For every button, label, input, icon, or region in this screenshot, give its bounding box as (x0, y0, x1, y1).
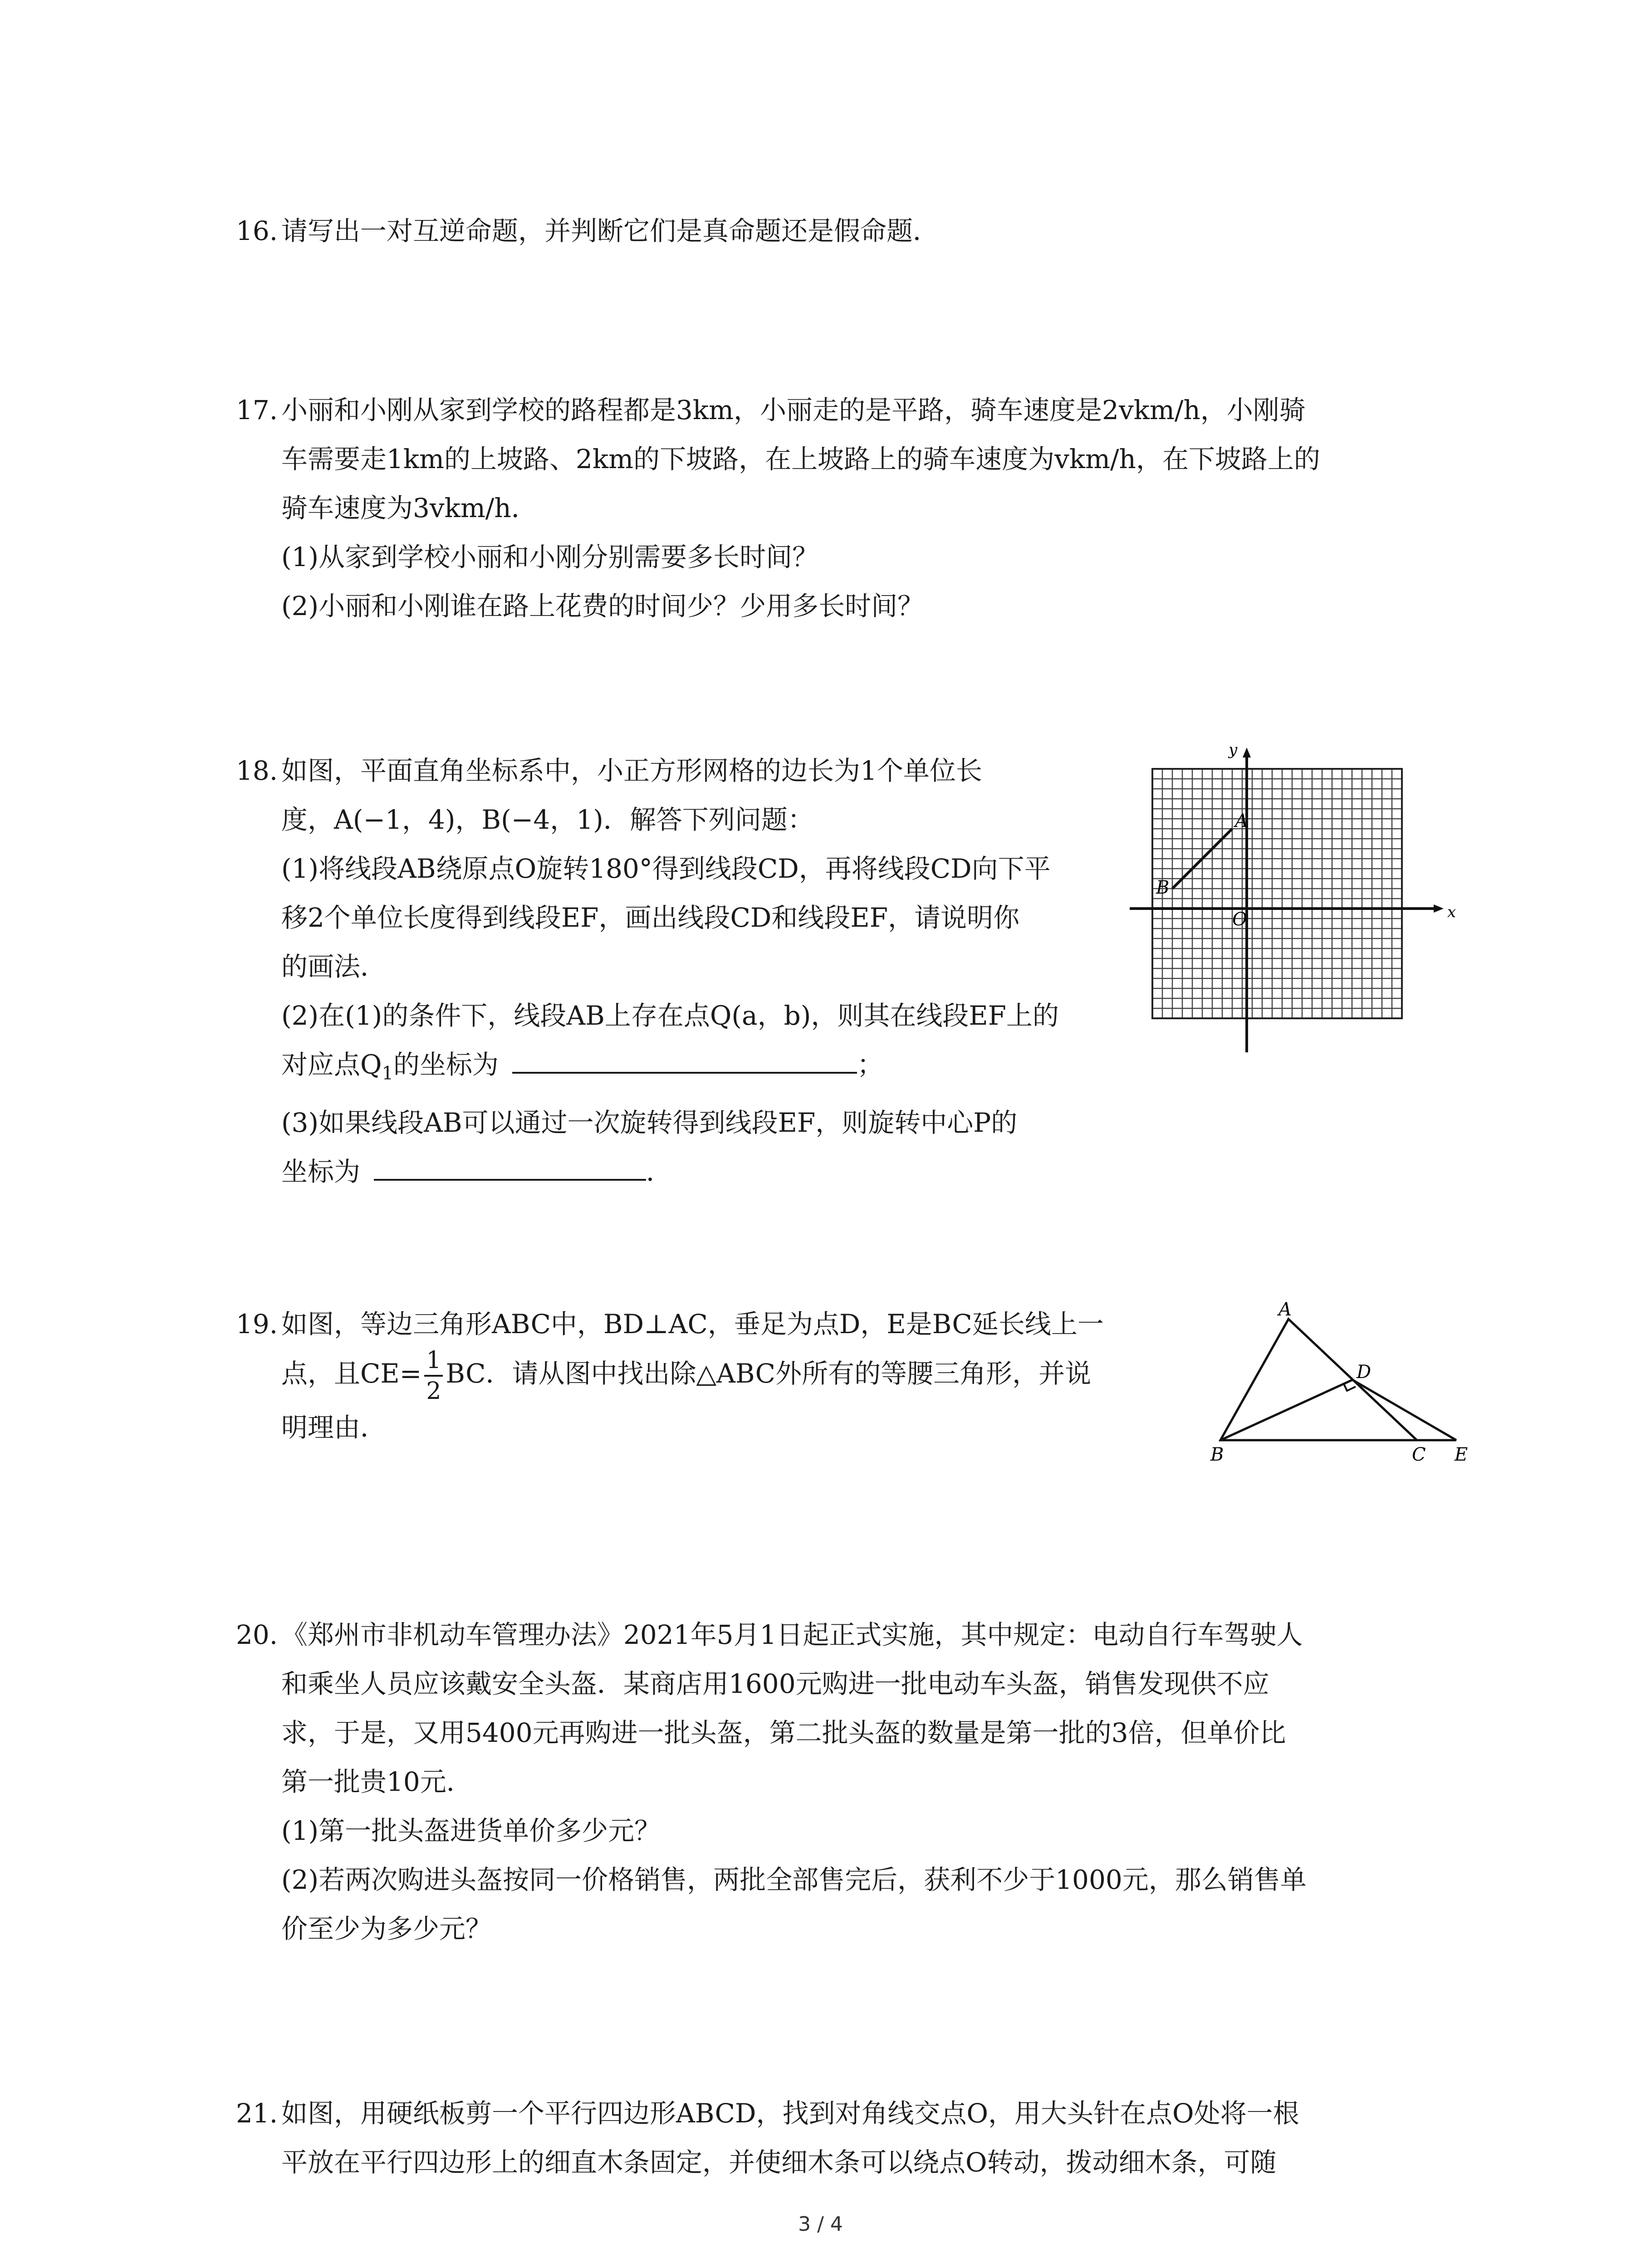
point-label-e: E (1455, 1444, 1468, 1465)
question-18-line (236, 1040, 1059, 1098)
point-label-a: A (1235, 811, 1248, 831)
question-20-part-1: (1)第一批头盔进货单价多少元？ (281, 1815, 661, 1846)
question-text: 点，且CE= (281, 1358, 422, 1389)
triangle-abc (1220, 1319, 1417, 1440)
question-17 (236, 386, 1320, 631)
question-18-part-3: (3)如果线段AB可以通过一次旋转得到线段EF，则旋转中心P的 (281, 1107, 1018, 1138)
question-17-line: 骑车速度为3vkm/h． (281, 493, 538, 523)
question-text: 如图，平面直角坐标系中，小正方形网格的边长为1个单位长 (281, 755, 982, 786)
point-label-c: C (1412, 1444, 1426, 1465)
question-text: 请写出一对互逆命题，并判断它们是真命题还是假命题． (281, 215, 940, 246)
question-text: 坐标为 (281, 1156, 361, 1187)
question-number: 17. (236, 395, 278, 425)
question-19 (236, 1300, 1104, 1452)
fraction-numerator: 1 (424, 1349, 443, 1377)
question-number: 16. (236, 215, 278, 246)
x-axis-arrow (1434, 904, 1444, 913)
question-18-line: 移2个单位长度得到线段EF，画出线段CD和线段EF，请说明你 (281, 902, 1019, 933)
question-text: 小丽和小刚从家到学校的路程都是3km，小丽走的是平路，骑车速度是2vkm/h，小刚骑 (281, 395, 1306, 425)
grid-border (1152, 769, 1402, 1018)
question-text: BC．请从图中找出除△ABC外所有的等腰三角形，并说 (446, 1358, 1092, 1389)
fraction (424, 1349, 443, 1403)
question-number: 18. (236, 755, 278, 786)
y-axis-arrow (1243, 748, 1251, 758)
segment-bd (1220, 1380, 1352, 1440)
question-18-line: 度，A(−1，4)，B(−4，1)．解答下列问题： (281, 804, 814, 835)
question-number: 21. (236, 2098, 278, 2129)
grid-lines (1152, 769, 1402, 1018)
question-21-line: 平放在平行四边形上的细直木条固定，并使细木条可以绕点O转动，拨动细木条，可随 (281, 2147, 1277, 2178)
question-text: 的坐标为 (393, 1049, 499, 1080)
question-17-line (236, 386, 1320, 435)
question-19-line (236, 1300, 1104, 1349)
coordinate-grid-figure (1121, 744, 1474, 1052)
question-19-line: 明理由． (281, 1412, 387, 1443)
point-label-a: A (1279, 1302, 1292, 1320)
question-20-line: 第一批贵10元． (281, 1766, 473, 1797)
question-18-part-1: (1)将线段AB绕原点O旋转180°得到线段CD，再将线段CD向下平 (281, 853, 1051, 884)
question-20-line: 求，于是，又用5400元再购进一批头盔，第二批头盔的数量是第一批的3倍，但单价比 (281, 1717, 1286, 1748)
question-17-line: 车需要走1km的上坡路、2km的下坡路，在上坡路上的骑车速度为vkm/h，在下坡路上的 (281, 444, 1320, 474)
question-20 (236, 1610, 1307, 1953)
point-label-b: B (1210, 1444, 1224, 1465)
question-20-line: 和乘坐人员应该戴安全头盔．某商店用1600元购进一批电动车头盔，销售发现供不应 (281, 1668, 1269, 1699)
fraction-denominator: 2 (426, 1378, 441, 1405)
segment-de (1352, 1380, 1456, 1440)
right-angle-mark (1344, 1384, 1356, 1391)
axis-label-x: x (1447, 903, 1456, 921)
punctuation: ； (857, 1049, 884, 1080)
answer-blank[interactable] (374, 1147, 646, 1181)
question-20-line: 价至少为多少元？ (281, 1913, 492, 1944)
point-label-b: B (1156, 877, 1170, 898)
subscript: 1 (382, 1063, 394, 1084)
punctuation: ． (646, 1156, 673, 1187)
question-19-line (236, 1349, 1104, 1403)
triangle-figure (1202, 1302, 1484, 1470)
question-18-line (236, 746, 1059, 795)
question-18-line: 的画法． (281, 951, 387, 982)
question-17-part-2: (2)小丽和小刚谁在路上花费的时间少？少用多长时间？ (281, 591, 924, 621)
question-18-part-2: (2)在(1)的条件下，线段AB上存在点Q(a，b)，则其在线段EF上的 (281, 1000, 1059, 1031)
question-16-line (236, 206, 939, 255)
point-label-d: D (1357, 1362, 1372, 1383)
question-text: 如图，用硬纸板剪一个平行四边形ABCD，找到对角线交点O，用大头针在点O处将一根 (281, 2098, 1299, 2129)
answer-blank[interactable] (512, 1040, 857, 1074)
axis-label-y: y (1229, 744, 1238, 759)
question-21 (236, 2089, 1299, 2187)
question-number: 20. (236, 1619, 278, 1650)
origin-label: O (1232, 909, 1247, 930)
question-number: 19. (236, 1309, 278, 1339)
question-18 (236, 746, 1059, 1196)
question-text: 对应点Q (281, 1049, 382, 1080)
question-17-part-1: (1)从家到学校小丽和小刚分别需要多长时间？ (281, 542, 819, 572)
question-21-line (236, 2089, 1299, 2138)
question-18-line (236, 1147, 1059, 1196)
question-text: 如图，等边三角形ABC中，BD⊥AC，垂足为点D，E是BC延长线上一 (281, 1309, 1104, 1339)
question-20-part-2: (2)若两次购进头盔按同一价格销售，两批全部售完后，获利不少于1000元，那么销售单 (281, 1864, 1307, 1895)
question-16 (236, 206, 939, 255)
page-number: 3 / 4 (798, 2213, 843, 2236)
question-20-line (236, 1610, 1307, 1659)
question-text: 《郑州市非机动车管理办法》2021年5月1日起正式实施，其中规定：电动自行车驾驶人 (281, 1619, 1303, 1650)
